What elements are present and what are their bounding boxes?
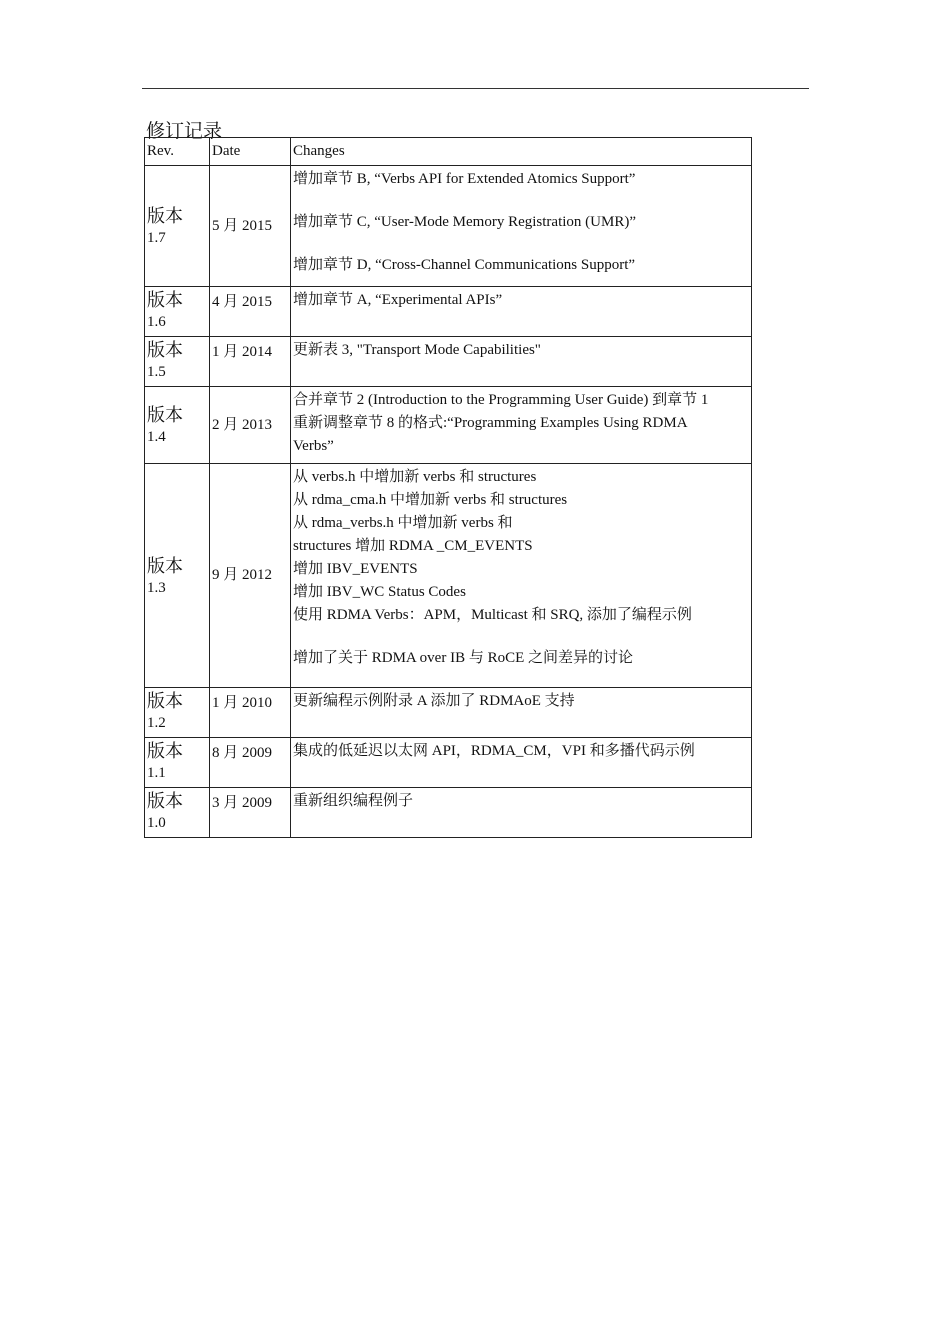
changes-cell [291, 387, 752, 464]
table-row [145, 287, 752, 337]
rev-cell [145, 166, 210, 287]
header-date: Date [210, 138, 291, 166]
change-line: 增加章节 C, “User-Mode Memory Registration (UMR)” [293, 214, 636, 230]
rev-cell [145, 738, 210, 788]
date-cell: 1 月 2014 [210, 337, 291, 387]
rev-number: 1.3 [147, 579, 166, 596]
rev-cell [145, 337, 210, 387]
date-cell: 3 月 2009 [210, 788, 291, 838]
date-cell: 9 月 2012 [210, 464, 291, 688]
table-row [145, 464, 752, 688]
change-line: 从 verbs.h 中增加新 verbs 和 structures [293, 469, 537, 485]
change-line: 增加 IBV_EVENTS [293, 561, 418, 577]
change-line: 集成的低延迟以太网 API，RDMA_CM，VPI 和多播代码示例 [293, 743, 695, 759]
date-cell: 1 月 2010 [210, 688, 291, 738]
table-row [145, 738, 752, 788]
change-line: 从 rdma_verbs.h 中增加新 verbs 和 [293, 515, 513, 531]
change-line: 增加了关于 RDMA over IB 与 RoCE 之间差异的讨论 [293, 650, 634, 666]
table-row [145, 337, 752, 387]
rev-cell [145, 387, 210, 464]
change-line: 增加 IBV_WC Status Codes [293, 584, 466, 600]
date-cell: 8 月 2009 [210, 738, 291, 788]
table-row [145, 166, 752, 287]
changes-cell [291, 688, 752, 738]
rev-word: 版本 [147, 206, 183, 227]
changes-cell [291, 788, 752, 838]
rev-number: 1.6 [147, 314, 166, 330]
change-line: 增加章节 A, “Experimental APIs” [293, 292, 503, 308]
change-line: 重新调整章节 8 的格式:“Programming Examples Using RDMA [293, 415, 688, 431]
rev-word: 版本 [147, 691, 183, 712]
rev-number: 1.4 [147, 429, 166, 445]
line-gap [293, 234, 749, 254]
page-title: 修订记录 [146, 120, 223, 142]
change-line: 合并章节 2 (Introduction to the Programming User Guide) 到章节 1 [293, 392, 709, 408]
rev-word: 版本 [147, 405, 183, 426]
changes-cell [291, 738, 752, 788]
change-line: 增加章节 D, “Cross-Channel Communications Support” [293, 257, 636, 273]
changes-cell [291, 166, 752, 287]
change-line: 从 rdma_cma.h 中增加新 verbs 和 structures [293, 492, 568, 508]
rev-cell [145, 788, 210, 838]
changes-cell [291, 337, 752, 387]
rev-word: 版本 [147, 555, 183, 577]
rev-word: 版本 [147, 290, 183, 311]
changes-cell [291, 464, 752, 688]
rev-cell [145, 464, 210, 688]
change-line: 重新组织编程例子 [293, 793, 414, 809]
line-gap [293, 627, 749, 647]
change-line: 使用 RDMA Verbs：APM，Multicast 和 SRQ, 添加了编程示例 [293, 607, 692, 623]
rev-word: 版本 [147, 791, 183, 812]
date-cell: 4 月 2015 [210, 287, 291, 337]
header-rule [142, 88, 809, 89]
change-line: 更新编程示例附录 A 添加了 RDMAoE 支持 [293, 693, 575, 709]
rev-number: 1.1 [147, 765, 166, 781]
revision-table [144, 137, 752, 838]
rev-number: 1.2 [147, 715, 166, 731]
change-line: 增加章节 B, “Verbs API for Extended Atomics Support” [293, 171, 636, 187]
rev-number: 1.0 [147, 815, 166, 831]
rev-word: 版本 [147, 340, 183, 361]
line-gap [293, 191, 749, 211]
table-row [145, 387, 752, 464]
date-cell: 5 月 2015 [210, 166, 291, 287]
changes-cell [291, 287, 752, 337]
change-line: 更新表 3, "Transport Mode Capabilities" [293, 342, 541, 358]
header-rev: Rev. [145, 138, 210, 166]
rev-cell [145, 287, 210, 337]
change-line: structures 增加 RDMA _CM_EVENTS [293, 538, 533, 554]
table-row [145, 788, 752, 838]
rev-number: 1.5 [147, 364, 166, 380]
table-header-row [145, 138, 752, 166]
rev-number: 1.7 [147, 230, 166, 246]
change-line: Verbs” [293, 438, 334, 454]
date-cell: 2 月 2013 [210, 387, 291, 464]
header-changes: Changes [291, 138, 752, 166]
table-row [145, 688, 752, 738]
rev-word: 版本 [147, 741, 183, 762]
rev-cell [145, 688, 210, 738]
